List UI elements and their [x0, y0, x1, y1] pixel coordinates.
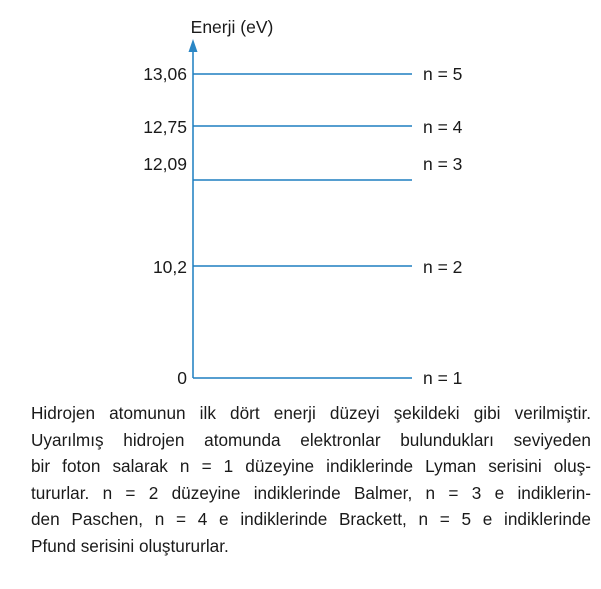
energy-value-label: 12,09 — [143, 154, 187, 174]
paragraph-line: den Paschen, n = 4 e indiklerinde Brackett, n = 5 e indiklerinde — [31, 509, 591, 530]
energy-value-label: 13,06 — [143, 64, 187, 84]
quantum-number-label: n = 5 — [423, 64, 463, 84]
axis-arrowhead — [189, 39, 198, 52]
energy-value-label: 0 — [177, 368, 187, 388]
paragraph-line: tururlar. n = 2 düzeyine indiklerinde Balmer, n = 3 e indiklerin- — [31, 482, 591, 503]
quantum-number-label: n = 3 — [423, 154, 463, 174]
energy-value-label: 12,75 — [143, 117, 187, 137]
quantum-number-label: n = 1 — [423, 368, 463, 388]
paragraph-line: Uyarılmış hidrojen atomunda elektronlar bulundukları seviyeden — [31, 429, 591, 450]
description-paragraph — [31, 400, 591, 560]
paragraph-line: Pfund serisini oluştururlar. — [31, 535, 229, 556]
energy-value-label: 10,2 — [152, 257, 187, 277]
paragraph-line: bir foton salarak n = 1 düzeyine indiklerinde Lyman serisini oluş- — [31, 456, 591, 477]
axis-label: Enerji (eV) — [190, 17, 274, 37]
energy-levels — [143, 64, 462, 388]
paragraph-line: Hidrojen atomunun ilk dört enerji düzeyi şekildeki gibi verilmiştir. — [31, 403, 591, 423]
quantum-number-label: n = 2 — [423, 257, 463, 277]
quantum-number-label: n = 4 — [423, 117, 463, 137]
